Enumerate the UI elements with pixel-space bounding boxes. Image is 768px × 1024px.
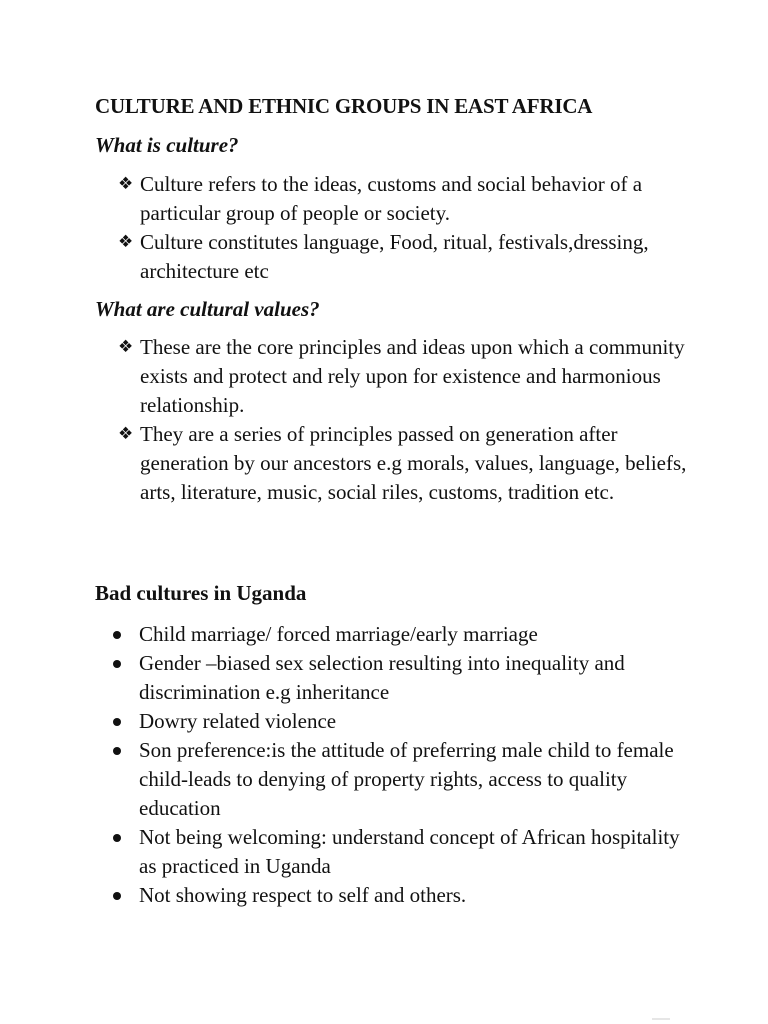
bad-cultures-list bbox=[112, 620, 682, 910]
list-item-text: These are the core principles and ideas upon which a community exists and protect and rely upon for existence and harmonious relationship. bbox=[140, 335, 685, 417]
diamond-bullet-icon: ❖ bbox=[118, 424, 134, 444]
list-item bbox=[118, 170, 688, 228]
list-item bbox=[118, 228, 688, 286]
diamond-bullet-icon: ❖ bbox=[118, 232, 134, 252]
list-item-text: Child marriage/ forced marriage/early marriage bbox=[139, 622, 538, 646]
heading-bad-cultures: Bad cultures in Uganda bbox=[95, 581, 307, 605]
list-item-text: Gender –biased sex selection resulting into inequality and discrimination e.g inheritance bbox=[139, 651, 625, 704]
list-item-text: They are a series of principles passed on generation after generation by our ancestors e.g morals, values, language, beliefs, arts, literature, music, social riles, customs, tradition etc. bbox=[140, 422, 687, 504]
bullet-dot-icon bbox=[113, 631, 121, 639]
bullet-dot-icon bbox=[113, 718, 121, 726]
list-item bbox=[112, 881, 682, 910]
heading-cultural-values: What are cultural values? bbox=[95, 297, 320, 321]
bullet-dot-icon bbox=[113, 834, 121, 842]
bullet-dot-icon bbox=[113, 747, 121, 755]
list-item bbox=[112, 649, 682, 707]
list-item bbox=[118, 420, 688, 507]
cultural-values-list bbox=[118, 333, 688, 507]
heading-what-is-culture: What is culture? bbox=[95, 133, 239, 157]
bullet-dot-icon bbox=[113, 892, 121, 900]
culture-definition-list bbox=[118, 170, 688, 286]
list-item bbox=[112, 620, 682, 649]
diamond-bullet-icon: ❖ bbox=[118, 174, 134, 194]
bullet-dot-icon bbox=[113, 660, 121, 668]
list-item-text: Dowry related violence bbox=[139, 709, 337, 733]
list-item-text: Culture constitutes language, Food, ritual, festivals,dressing, architecture etc bbox=[140, 230, 649, 283]
document-title: CULTURE AND ETHNIC GROUPS IN EAST AFRICA bbox=[95, 94, 593, 118]
list-item-text: Culture refers to the ideas, customs and social behavior of a particular group of people or society. bbox=[140, 172, 643, 225]
page-footer-mark bbox=[652, 1018, 670, 1020]
diamond-bullet-icon: ❖ bbox=[118, 337, 134, 357]
list-item-text: Son preference:is the attitude of preferring male child to female child-leads to denying of property rights, access to quality education bbox=[139, 738, 674, 820]
list-item bbox=[118, 333, 688, 420]
list-item bbox=[112, 707, 682, 736]
list-item-text: Not showing respect to self and others. bbox=[139, 883, 467, 907]
list-item-text: Not being welcoming: understand concept of African hospitality as practiced in Uganda bbox=[139, 825, 680, 878]
list-item bbox=[112, 736, 682, 823]
list-item bbox=[112, 823, 682, 881]
